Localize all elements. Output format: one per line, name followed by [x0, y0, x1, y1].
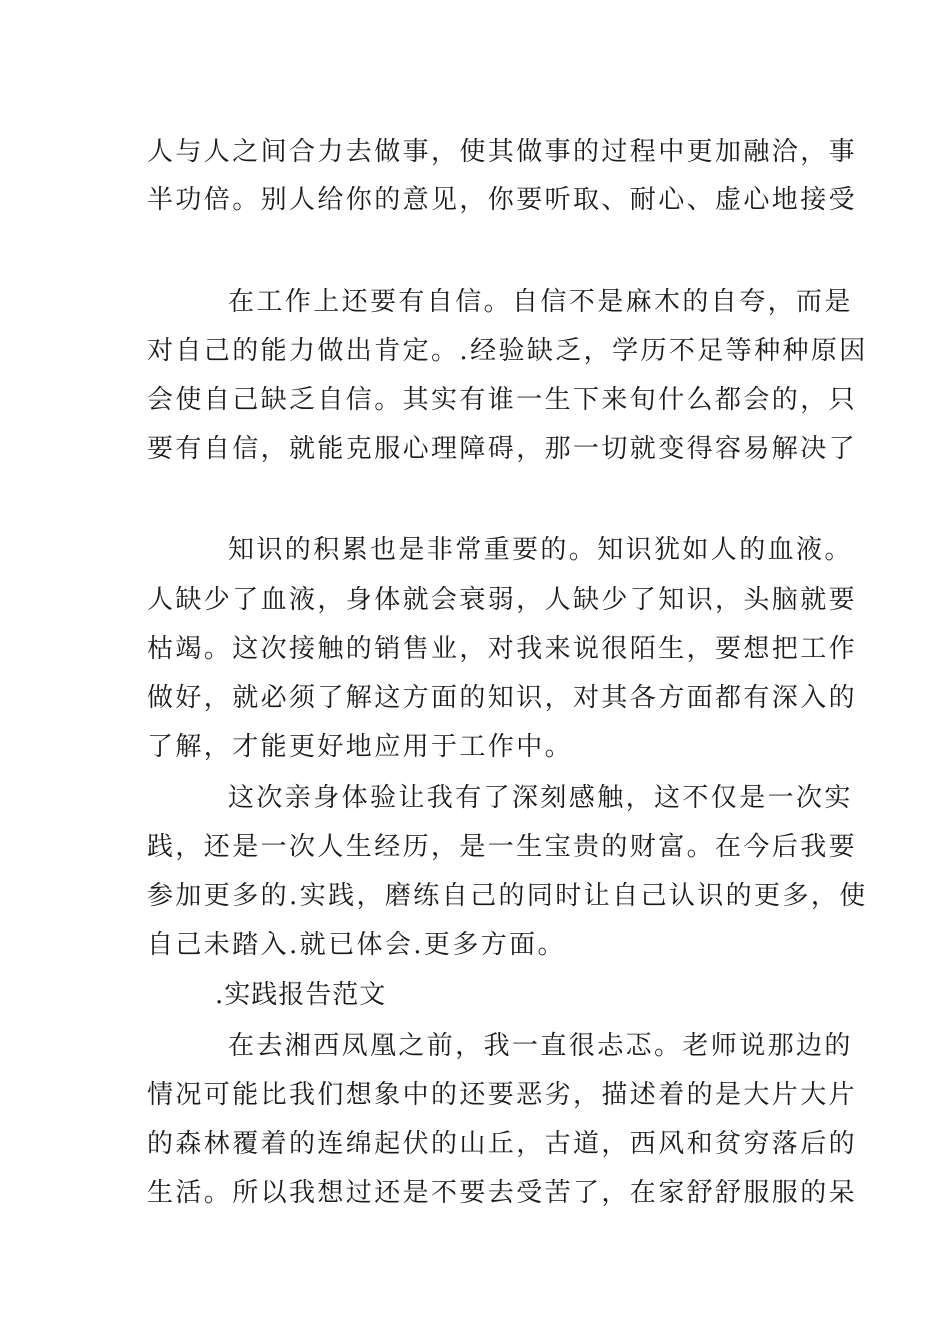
text-line: 要有自信，就能克服心理障碍，那一切就变得容易解决了 — [147, 434, 858, 464]
text-line: 情况可能比我们想象中的还要恶劣，描述着的是大片大片 — [147, 1080, 858, 1110]
text-line: 的森林覆着的连绵起伏的山丘，古道，西风和贫穷落后的 — [147, 1129, 858, 1159]
paragraph-first-line: 在去湘西凤凰之前，我一直很忐忑。老师说那边的 — [228, 1031, 853, 1061]
section-heading: .实践报告范文 — [215, 980, 387, 1010]
text-line: 自己未踏入.就已体会.更多方面。 — [147, 930, 566, 960]
text-line: 对自己的能力做出肯定。.经验缺乏，学历不足等种种原因 — [147, 336, 868, 366]
text-line: 枯竭。这次接触的销售业，对我来说很陌生，要想把工作 — [147, 634, 858, 664]
text-line: 做好，就必须了解这方面的知识，对其各方面都有深入的 — [147, 683, 858, 713]
text-line: 半功倍。别人给你的意见，你要听取、耐心、虚心地接受 — [147, 185, 858, 215]
text-line: 会使自己缺乏自信。其实有谁一生下来旬什么都会的，只 — [147, 385, 858, 415]
paragraph-first-line: 知识的积累也是非常重要的。知识犹如人的血液。 — [228, 535, 853, 565]
text-line: 践，还是一次人生经历，是一生宝贵的财富。在今后我要 — [147, 832, 858, 862]
text-line: 人与人之间合力去做事，使其做事的过程中更加融洽，事 — [147, 137, 858, 167]
text-line: 参加更多的.实践，磨练自己的同时让自己认识的更多，使 — [147, 881, 868, 911]
paragraph-first-line: 这次亲身体验让我有了深刻感触，这不仅是一次实 — [228, 783, 853, 813]
text-line: 人缺少了血液，身体就会衰弱，人缺少了知识，头脑就要 — [147, 585, 858, 615]
text-line: 生活。所以我想过还是不要去受苦了，在家舒舒服服的呆 — [147, 1178, 858, 1208]
paragraph-first-line: 在工作上还要有自信。自信不是麻木的自夸，而是 — [228, 287, 853, 317]
text-line: 了解，才能更好地应用于工作中。 — [147, 732, 574, 762]
